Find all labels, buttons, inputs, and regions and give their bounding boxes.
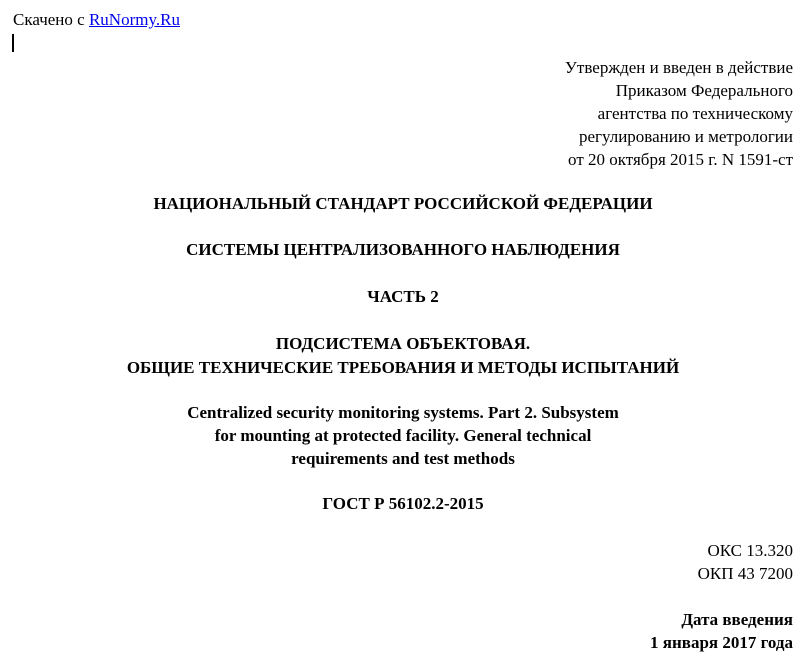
subtitle-line: ОБЩИЕ ТЕХНИЧЕСКИЕ ТРЕБОВАНИЯ И МЕТОДЫ ИСПЫТАНИЙ bbox=[126, 358, 680, 377]
oks-code: ОКС 13.320 bbox=[707, 541, 793, 560]
source-prefix: Скачено с bbox=[13, 10, 85, 29]
subtitle-block bbox=[0, 332, 799, 380]
approval-line: регулированию и метрологии bbox=[578, 127, 793, 146]
english-title-line: requirements and test methods bbox=[291, 449, 515, 468]
approval-line: от 20 октября 2015 г. N 1591-ст bbox=[568, 150, 793, 169]
part-title: ЧАСТЬ 2 bbox=[367, 287, 439, 306]
english-title-block bbox=[0, 401, 799, 470]
approval-line: Утвержден и введен в действие bbox=[564, 58, 793, 77]
english-title-line: for mounting at protected facility. General technical bbox=[214, 426, 592, 445]
subtitle-line: ПОДСИСТЕМА ОБЪЕКТОВАЯ. bbox=[275, 334, 531, 353]
introduction-date: 1 января 2017 года bbox=[650, 633, 793, 652]
classification-block bbox=[698, 539, 793, 585]
approval-block bbox=[565, 56, 793, 171]
system-title: СИСТЕМЫ ЦЕНТРАЛИЗОВАННОГО НАБЛЮДЕНИЯ bbox=[186, 240, 620, 259]
standard-code: ГОСТ Р 56102.2-2015 bbox=[322, 494, 484, 513]
approval-line: агентства по техническому bbox=[597, 104, 793, 123]
introduction-label: Дата введения bbox=[681, 610, 793, 629]
okp-code: ОКП 43 7200 bbox=[697, 564, 793, 583]
introduction-date-block bbox=[650, 608, 793, 654]
english-title-line: Centralized security monitoring systems. Part 2. Subsystem bbox=[187, 403, 619, 422]
source-line bbox=[13, 9, 180, 31]
approval-line: Приказом Федерального bbox=[615, 81, 793, 100]
standard-title: НАЦИОНАЛЬНЫЙ СТАНДАРТ РОССИЙСКОЙ ФЕДЕРАЦИИ bbox=[153, 194, 653, 213]
text-caret bbox=[12, 34, 14, 52]
source-link[interactable]: RuNormy.Ru bbox=[88, 10, 180, 29]
